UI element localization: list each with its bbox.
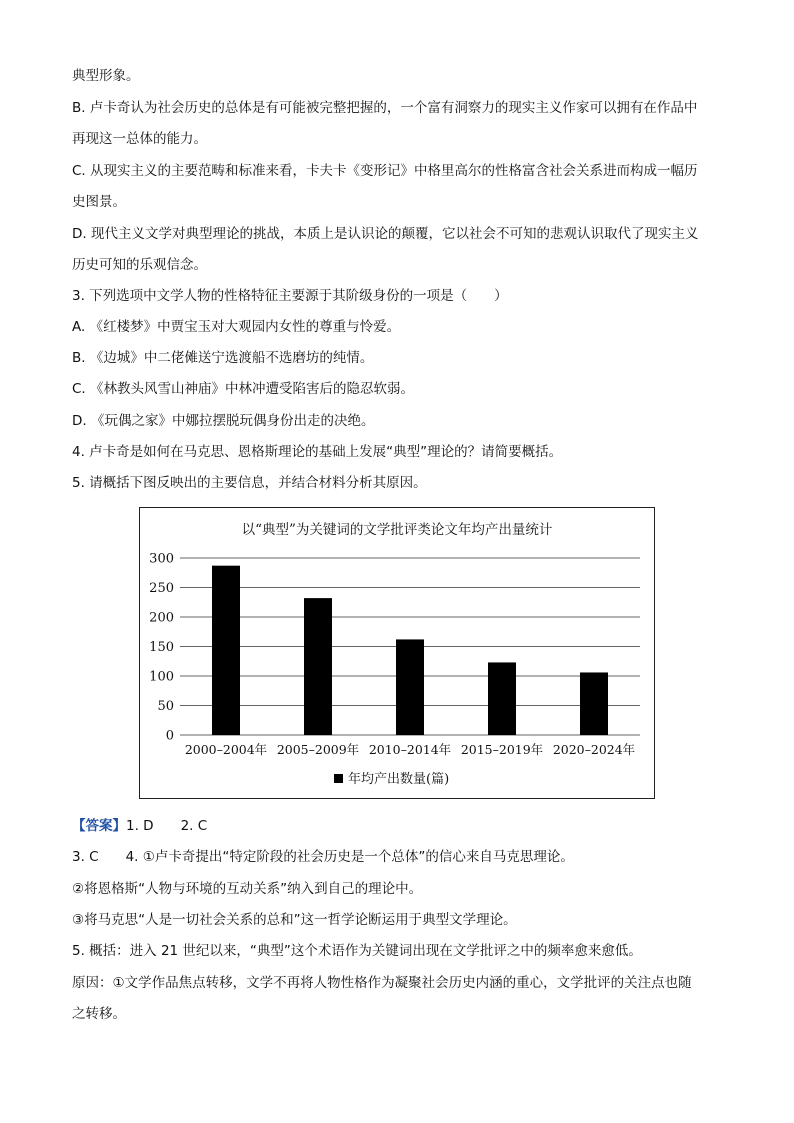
x-tick-label: 2000–2004年 [184,742,268,757]
y-tick-label: 300 [149,551,174,567]
y-tick-label: 200 [149,610,174,626]
option-c-line: C. 从现实主义的主要范畴和标准来看，卡夫卡《变形记》中格里高尔的性格富含社会关系进而构成一幅历 [72,163,698,179]
answer-5-reason-continued: 之转移。 [72,1006,126,1022]
bar [488,662,516,735]
x-tick-label: 2020–2024年 [552,742,636,757]
answer-4-point-3: ③将马克思“人是一切社会关系的总和”这一哲学论断运用于典型文学理论。 [72,912,517,928]
x-tick-label: 2010–2014年 [368,742,452,757]
bar [396,639,424,735]
question-3-option-d: D. 《玩偶之家》中娜拉摆脱玩偶身份出走的决绝。 [72,413,375,429]
answer-3-4: 3. C 4. ①卢卡奇提出“特定阶段的社会历史是一个总体”的信心来自马克思理论。 [72,849,574,865]
chart-svg [140,508,654,798]
answer-1-2: 1. D 2. C [126,818,208,834]
y-tick-label: 250 [149,581,174,596]
answer-tag: 【答案】 [72,818,126,834]
question-3: 3. 下列选项中文学人物的性格特征主要源于其阶级身份的一项是（ ） [72,288,508,304]
y-tick-label: 150 [149,640,174,655]
x-tick-label: 2015–2019年 [460,742,544,757]
x-tick-label: 2005–2009年 [276,742,360,757]
text-line: 典型形象。 [72,68,140,84]
bar [304,598,332,735]
question-5: 5. 请概括下图反映出的主要信息，并结合材料分析其原因。 [72,475,427,491]
question-4: 4. 卢卡奇是如何在马克思、恩格斯理论的基础上发展“典型”理论的？请简要概括。 [72,444,563,460]
bar [212,566,240,735]
option-b-continued: 再现这一总体的能力。 [72,131,207,147]
y-tick-label: 0 [165,728,174,744]
option-d-line: D. 现代主义文学对典型理论的挑战，本质上是认识论的颠覆，它以社会不可知的悲观认识取代了现实主义 [72,226,699,242]
legend-swatch [334,774,343,783]
question-3-option-c: C. 《林教头风雪山神庙》中林冲遭受陷害后的隐忍软弱。 [72,381,415,397]
y-tick-label: 100 [149,669,174,685]
bar [580,672,608,735]
answer-5-summary: 5. 概括：进入 21 世纪以来，“典型”这个术语作为关键词出现在文学批评之中的频率愈来愈低。 [72,943,642,959]
question-3-option-a: A. 《红楼梦》中贾宝玉对大观园内女性的尊重与怜爱。 [72,319,401,335]
option-b-line: B. 卢卡奇认为社会历史的总体是有可能被完整把握的，一个富有洞察力的现实主义作家可以拥有在作品中 [72,100,698,116]
chart-title: 以“典型”为关键词的文学批评类论文年均产出量统计 [241,522,553,538]
bar-chart [139,507,655,799]
answer-5-reason: 原因：①文学作品焦点转移，文学不再将人物性格作为凝聚社会历史内涵的重心，文学批评的关注点也随 [72,975,692,991]
option-c-continued: 史图景。 [72,194,126,210]
answer-4-point-2: ②将恩格斯“人物与环境的互动关系”纳入到自己的理论中。 [72,881,423,897]
legend-label: 年均产出数量(篇) [348,772,450,787]
answer-line-1 [72,816,732,836]
option-d-continued: 历史可知的乐观信念。 [72,257,207,273]
question-3-option-b: B. 《边城》中二佬傩送宁选渡船不选磨坊的纯情。 [72,350,374,366]
y-tick-label: 50 [157,699,174,714]
